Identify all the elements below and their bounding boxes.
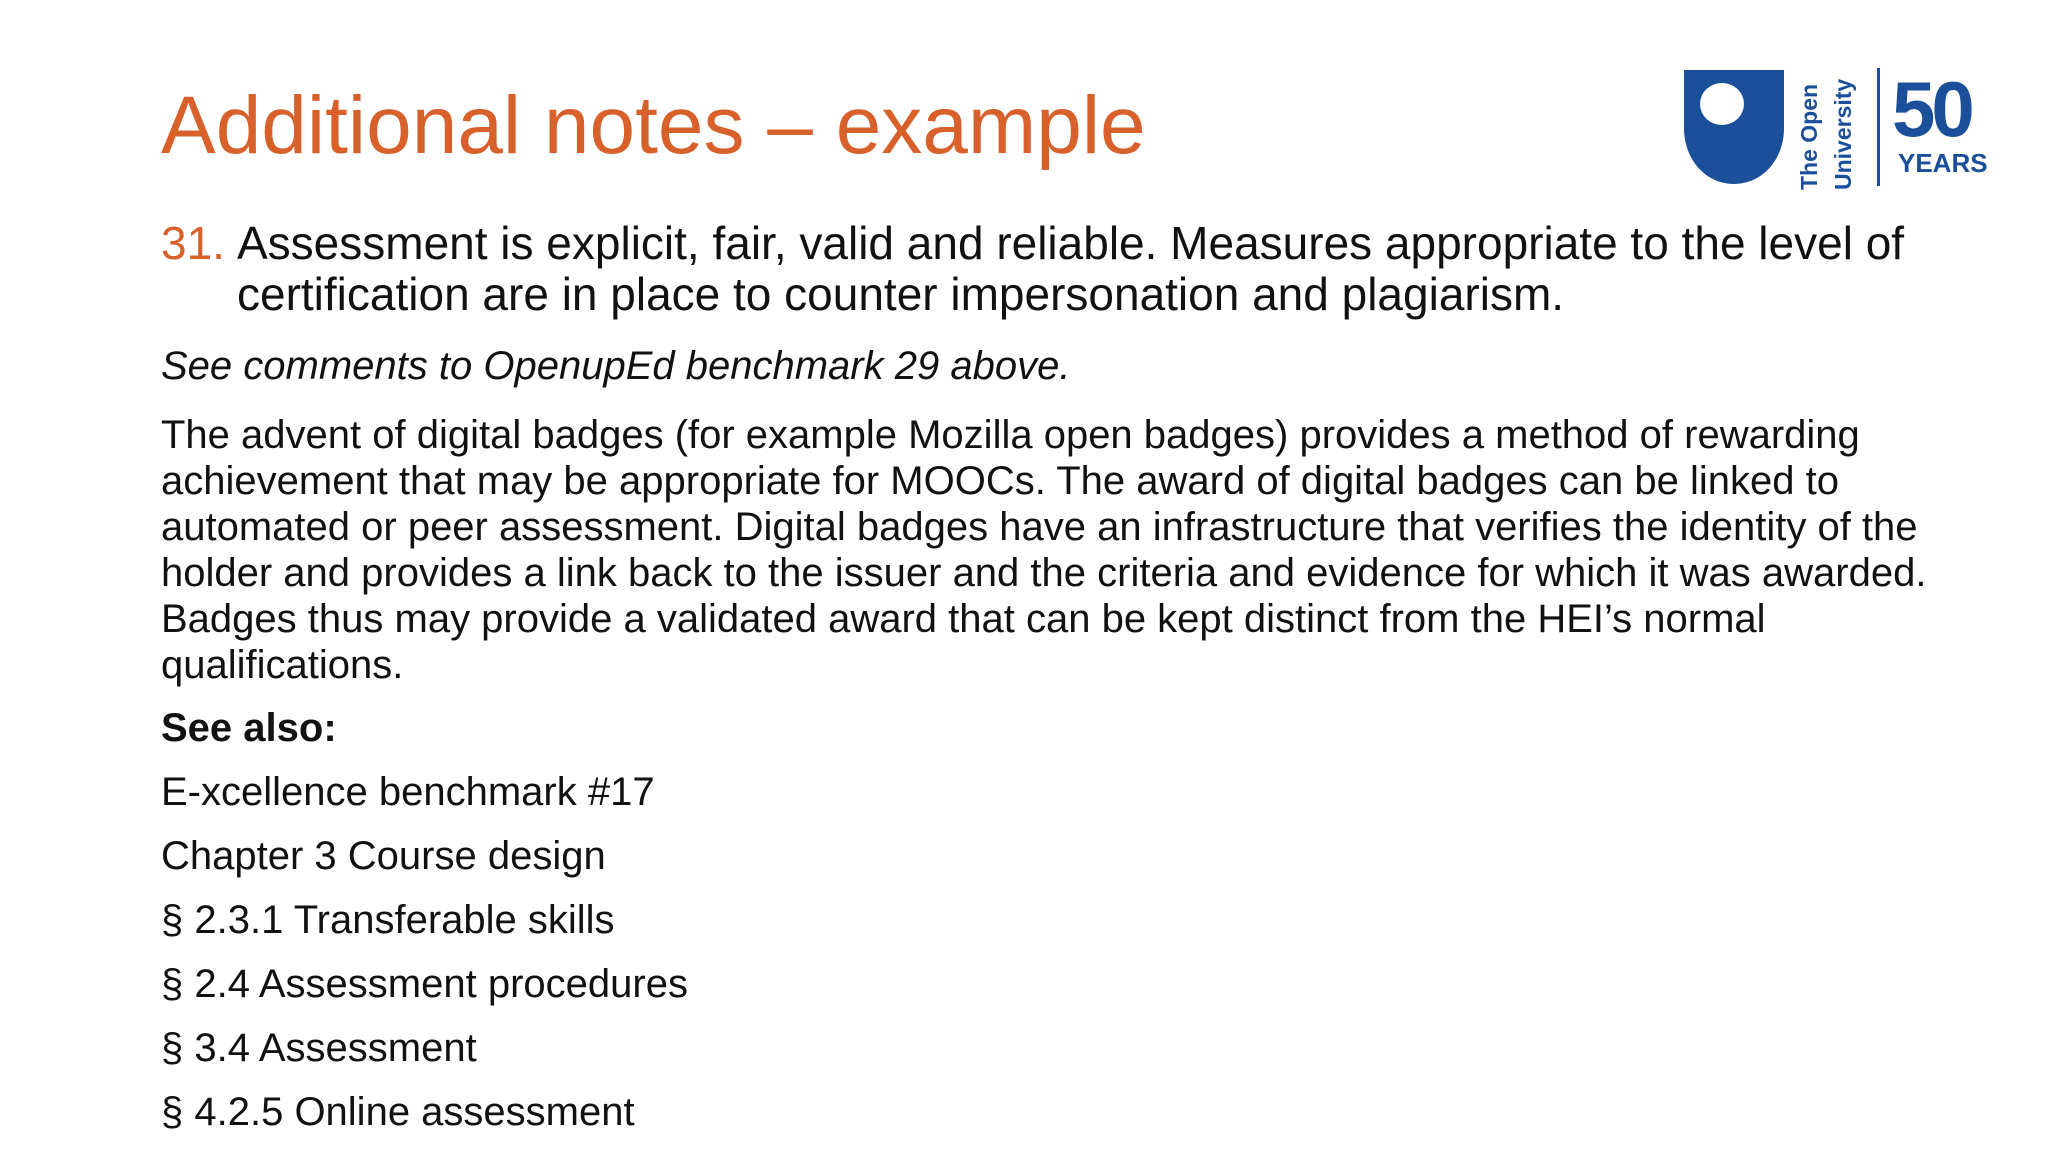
item-number: 31. [161, 217, 225, 269]
slide-title: Additional notes – example [161, 80, 1146, 171]
body-paragraph: The advent of digital badges (for example Mozilla open badges) provides a method of rewarding achievement that may be appropriate for MOOCs. The award of digital badges can be linked to automated or peer assessment. Digital badges have an infrastructure that verifies the identity of the holder and provides a link back to the issuer and the criteria and evidence for which it was awarded. Badges thus may provide a validated award that can be kept distinct from the HEI’s normal qualifications. [161, 413, 1927, 687]
item-text: Assessment is explicit, fair, valid and reliable. Measures appropriate to the level of certification are in place to counter impersonation and plagiarism. [237, 217, 1905, 320]
logo-divider [1877, 68, 1880, 186]
see-also-heading: See also: [161, 706, 337, 750]
university-name-vertical [1796, 66, 1862, 190]
reference-item: § 2.3.1 Transferable skills [161, 898, 615, 942]
references-list [161, 768, 688, 1152]
italic-note: See comments to OpenupEd benchmark 29 above. [161, 344, 1071, 388]
reference-item: § 3.4 Assessment [161, 1026, 477, 1070]
open-university-logo [1680, 66, 2020, 190]
logo-fifty: 50 [1892, 65, 1971, 153]
reference-item: § 2.4 Assessment procedures [161, 962, 688, 1006]
numbered-item [161, 218, 1981, 320]
logo-text-university: University [1830, 78, 1856, 190]
ou-shield-icon [1684, 70, 1784, 184]
reference-item: Chapter 3 Course design [161, 834, 606, 878]
logo-years: YEARS [1898, 148, 1988, 178]
logo-text-the-open: The Open [1796, 83, 1822, 190]
reference-item: E-xcellence benchmark #17 [161, 770, 655, 814]
reference-item: § 4.2.5 Online assessment [161, 1090, 635, 1134]
